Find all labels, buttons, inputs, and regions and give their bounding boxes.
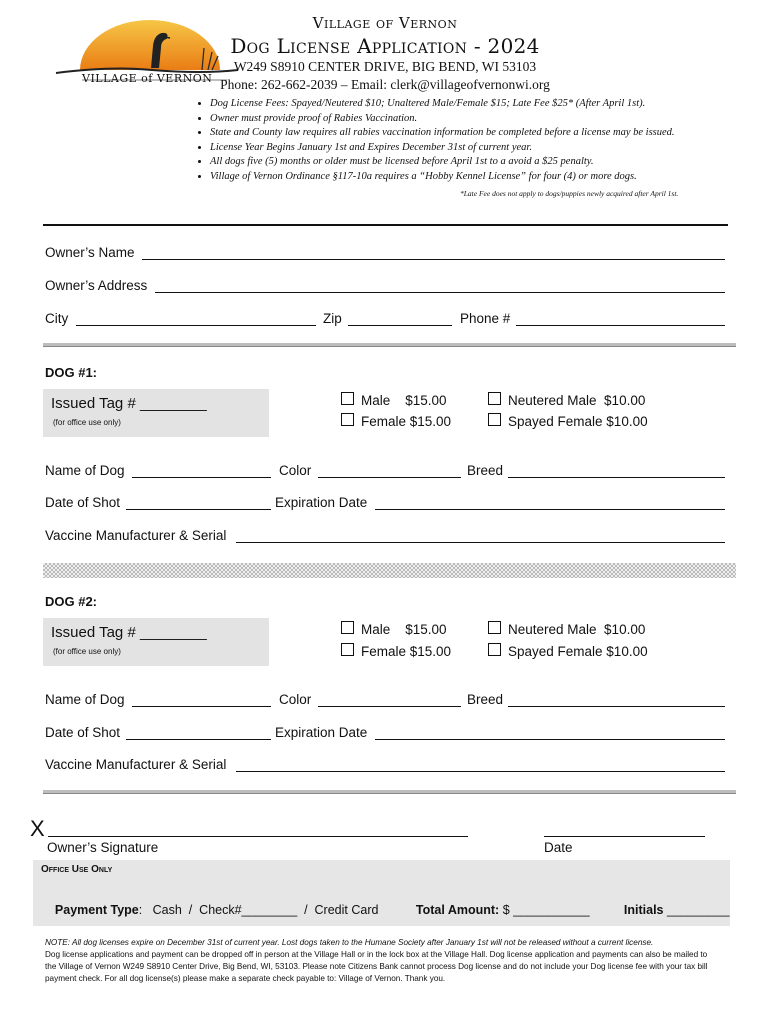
vaccine-field[interactable] bbox=[236, 542, 725, 543]
total-amount-label: Total Amount: bbox=[415, 903, 500, 917]
payment-row bbox=[41, 889, 378, 931]
divider bbox=[43, 224, 728, 226]
signature-label: Owner’s Signature bbox=[47, 840, 159, 855]
male-option-label: Male $15.00 bbox=[361, 622, 447, 637]
breed-label: Breed bbox=[467, 692, 504, 707]
dog-name-label: Name of Dog bbox=[45, 463, 125, 478]
office-use-note: (for office use only) bbox=[53, 647, 121, 656]
color-field[interactable] bbox=[318, 477, 461, 478]
female-checkbox[interactable] bbox=[341, 643, 354, 656]
owner-address-label: Owner’s Address bbox=[45, 278, 148, 293]
fee-info-list bbox=[190, 97, 675, 185]
spayed-female-checkbox[interactable] bbox=[488, 643, 501, 656]
expiration-date-label: Expiration Date bbox=[275, 725, 368, 740]
expiration-date-field[interactable] bbox=[375, 509, 725, 510]
dog-name-label: Name of Dog bbox=[45, 692, 125, 707]
color-label: Color bbox=[279, 692, 312, 707]
list-item: • State and County law requires all rabies vaccination information be completed before a license may be issued. bbox=[210, 126, 675, 141]
neutered-male-label: Neutered Male $10.00 bbox=[508, 393, 646, 408]
expiration-date-label: Expiration Date bbox=[275, 495, 368, 510]
issued-tag-box bbox=[43, 618, 269, 666]
initials-row bbox=[610, 889, 730, 931]
footer-line: the Village of Vernon W249 S8910 Center Drive, Big Bend, WI, 53103. Please note Citizens Bank cannot process Dog license and do not include your Dog license fee with your tax bill bbox=[45, 962, 708, 971]
initials-field[interactable]: _________ bbox=[663, 903, 730, 917]
neutered-male-label: Neutered Male $10.00 bbox=[508, 622, 646, 637]
signature-field[interactable] bbox=[48, 836, 468, 837]
office-use-box bbox=[33, 860, 730, 926]
dog-separator bbox=[43, 563, 736, 578]
date-field[interactable] bbox=[544, 836, 705, 837]
date-label: Date bbox=[544, 840, 573, 855]
contact-line: Phone: 262-662-2039 – Email: clerk@villageofvernonwi.org bbox=[220, 77, 550, 92]
female-checkbox[interactable] bbox=[341, 413, 354, 426]
male-checkbox[interactable] bbox=[341, 621, 354, 634]
neutered-male-checkbox[interactable] bbox=[488, 392, 501, 405]
expiration-date-field[interactable] bbox=[375, 739, 725, 740]
date-of-shot-field[interactable] bbox=[126, 509, 271, 510]
vaccine-field[interactable] bbox=[236, 771, 725, 772]
phone-field[interactable] bbox=[516, 325, 725, 326]
date-of-shot-label: Date of Shot bbox=[45, 725, 121, 740]
date-of-shot-field[interactable] bbox=[126, 739, 271, 740]
divider bbox=[43, 343, 736, 347]
total-row bbox=[402, 889, 590, 931]
breed-label: Breed bbox=[467, 463, 504, 478]
dog-name-field[interactable] bbox=[132, 477, 271, 478]
vaccine-label: Vaccine Manufacturer & Serial bbox=[45, 528, 227, 543]
spayed-female-label: Spayed Female $10.00 bbox=[508, 414, 648, 429]
footer-note bbox=[45, 937, 735, 985]
vaccine-label: Vaccine Manufacturer & Serial bbox=[45, 757, 227, 772]
male-option-label: Male $15.00 bbox=[361, 393, 447, 408]
zip-label: Zip bbox=[323, 311, 342, 326]
issued-tag-label[interactable]: Issued Tag # ________ bbox=[51, 395, 207, 412]
city-field[interactable] bbox=[76, 325, 316, 326]
late-fee-note: *Late Fee does not apply to dogs/puppies newly acquired after April 1st. bbox=[460, 189, 679, 198]
signature-x-mark: X bbox=[30, 816, 45, 841]
color-field[interactable] bbox=[318, 706, 461, 707]
footer-line: Dog license applications and payment can be dropped off in person at the Village Hall or in the lock box at the Village Hall. Dog license application and payments can also be mailed to bbox=[45, 950, 708, 959]
list-item: • Owner must provide proof of Rabies Vaccination. bbox=[210, 112, 675, 127]
date-of-shot-label: Date of Shot bbox=[45, 495, 121, 510]
owner-name-label: Owner’s Name bbox=[45, 245, 135, 260]
total-amount-field[interactable]: $ ___________ bbox=[499, 903, 590, 917]
divider bbox=[43, 790, 736, 794]
list-item: • Dog License Fees: Spayed/Neutered $10; Unaltered Male/Female $15; Late Fee $25* (After April 1st). bbox=[210, 97, 675, 112]
spayed-female-checkbox[interactable] bbox=[488, 413, 501, 426]
payment-options: : Cash / Check#________ / Credit Card bbox=[138, 903, 379, 917]
phone-label: Phone # bbox=[460, 311, 511, 326]
male-checkbox[interactable] bbox=[341, 392, 354, 405]
list-item: • License Year Begins January 1st and Expires December 31st of current year. bbox=[210, 141, 675, 156]
issued-tag-box bbox=[43, 389, 269, 437]
breed-field[interactable] bbox=[508, 477, 725, 478]
breed-field[interactable] bbox=[508, 706, 725, 707]
footer-line: NOTE: All dog licenses expire on December 31st of current year. Lost dogs taken to the Humane Society after January 1st will not be released without a current license. bbox=[45, 938, 654, 947]
dog-name-field[interactable] bbox=[132, 706, 271, 707]
village-title: Village of Vernon bbox=[312, 14, 458, 32]
footer-line: payment check. For all dog license(s) please make a separate check payable to: Village of Vernon. Thank you. bbox=[45, 974, 446, 983]
logo-text: VILLAGE of VERNON bbox=[82, 72, 213, 85]
neutered-male-checkbox[interactable] bbox=[488, 621, 501, 634]
zip-field[interactable] bbox=[348, 325, 452, 326]
color-label: Color bbox=[279, 463, 312, 478]
office-use-heading: Office Use Only bbox=[41, 864, 113, 875]
office-use-note: (for office use only) bbox=[53, 418, 121, 427]
list-item: • All dogs five (5) months or older must be licensed before April 1st to a avoid a $25 penalty. bbox=[210, 155, 675, 170]
issued-tag-label[interactable]: Issued Tag # ________ bbox=[51, 624, 207, 641]
owner-name-field[interactable] bbox=[142, 259, 725, 260]
payment-type-label: Payment Type bbox=[54, 903, 139, 917]
female-option-label: Female $15.00 bbox=[361, 414, 452, 429]
address-line: W249 S8910 CENTER DRIVE, BIG BEND, WI 53103 bbox=[233, 59, 537, 74]
dog-2-heading: DOG #2: bbox=[45, 594, 98, 609]
initials-label: Initials bbox=[623, 903, 664, 917]
spayed-female-label: Spayed Female $10.00 bbox=[508, 644, 648, 659]
dog-1-heading: DOG #1: bbox=[45, 365, 98, 380]
owner-address-field[interactable] bbox=[155, 292, 725, 293]
list-item: • Village of Vernon Ordinance §117-10a requires a “Hobby Kennel License” for four (4) or more dogs. bbox=[210, 170, 675, 185]
page-title: Dog License Application - 2024 bbox=[230, 34, 540, 58]
female-option-label: Female $15.00 bbox=[361, 644, 452, 659]
city-label: City bbox=[45, 311, 69, 326]
